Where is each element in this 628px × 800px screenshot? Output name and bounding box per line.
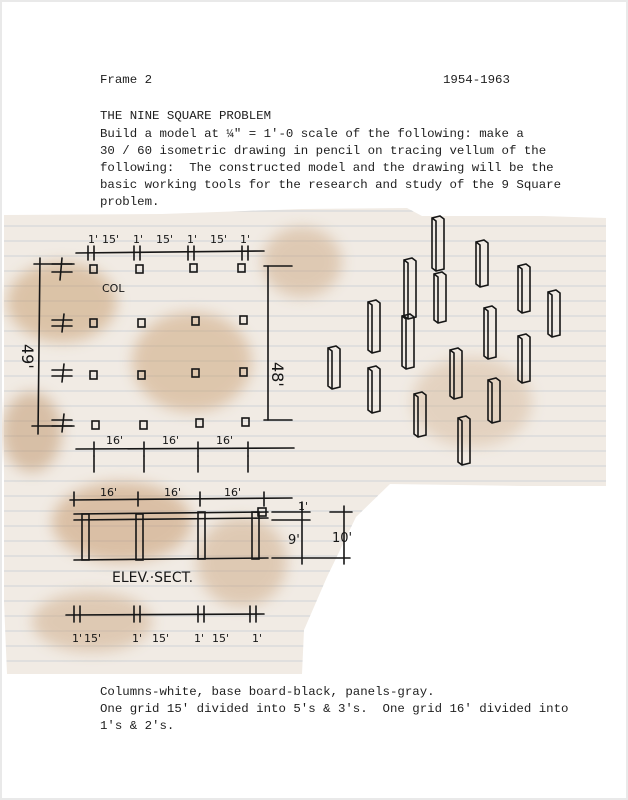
grid-dim-2: 15' — [84, 632, 102, 645]
grid-dim-3: 1' — [132, 632, 143, 645]
plan-dim-top-5: 1' — [187, 233, 198, 246]
elev-dim-2: 16' — [164, 486, 182, 499]
intro-line-1: Build a model at ¼" = 1'-0 scale of the following: make a — [100, 127, 524, 141]
sketch-paper — [2, 2, 626, 798]
elev-dim-1: 16' — [100, 486, 118, 499]
plan-dim-top-4: 15' — [156, 233, 174, 246]
elev-dim-3: 16' — [224, 486, 242, 499]
grid-dim-1: 1' — [72, 632, 83, 645]
frame-label: Frame 2 — [100, 73, 153, 87]
footer-line-3: 1's & 2's. — [100, 719, 175, 733]
column-label: COL — [102, 282, 125, 295]
elev-dim-base: 1' — [298, 500, 309, 513]
plan-dim-top-2: 15' — [102, 233, 120, 246]
plan-dim-top-6: 15' — [210, 233, 228, 246]
plan-left-dim: 49' — [18, 344, 37, 369]
plan-dim-bottom-1: 16' — [106, 434, 124, 447]
plan-dim-bottom-3: 16' — [216, 434, 234, 447]
grid-dim-5: 1' — [194, 632, 205, 645]
grid-dim-4: 15' — [152, 632, 170, 645]
plan-right-dim: 48' — [268, 362, 287, 387]
intro-line-5: problem. — [100, 195, 160, 209]
footer-line-2: One grid 15' divided into 5's & 3's. One grid 16' divided into — [100, 702, 569, 716]
document-page — [2, 2, 626, 798]
intro-line-3: following: The constructed model and the drawing will be the — [100, 161, 554, 175]
date-range: 1954-1963 — [443, 73, 510, 87]
plan-dim-top-1: 1' — [88, 233, 99, 246]
plan-dim-top-7: 1' — [240, 233, 251, 246]
grid-dim-6: 15' — [212, 632, 230, 645]
elev-dim-10: 10' — [332, 531, 353, 546]
footer-line-1: Columns-white, base board-black, panels-gray. — [100, 685, 435, 699]
elev-dim-9: 9' — [288, 533, 300, 548]
plan-dim-top-3: 1' — [133, 233, 144, 246]
elevation-section-label: ELEV.·SECT. — [112, 570, 194, 586]
plan-dim-bottom-2: 16' — [162, 434, 180, 447]
intro-line-2: 30 / 60 isometric drawing in pencil on tracing vellum of the — [100, 144, 547, 158]
intro-line-4: basic working tools for the research and study of the 9 Square — [100, 178, 562, 192]
grid-dim-7: 1' — [252, 632, 263, 645]
problem-title: THE NINE SQUARE PROBLEM — [100, 109, 272, 123]
